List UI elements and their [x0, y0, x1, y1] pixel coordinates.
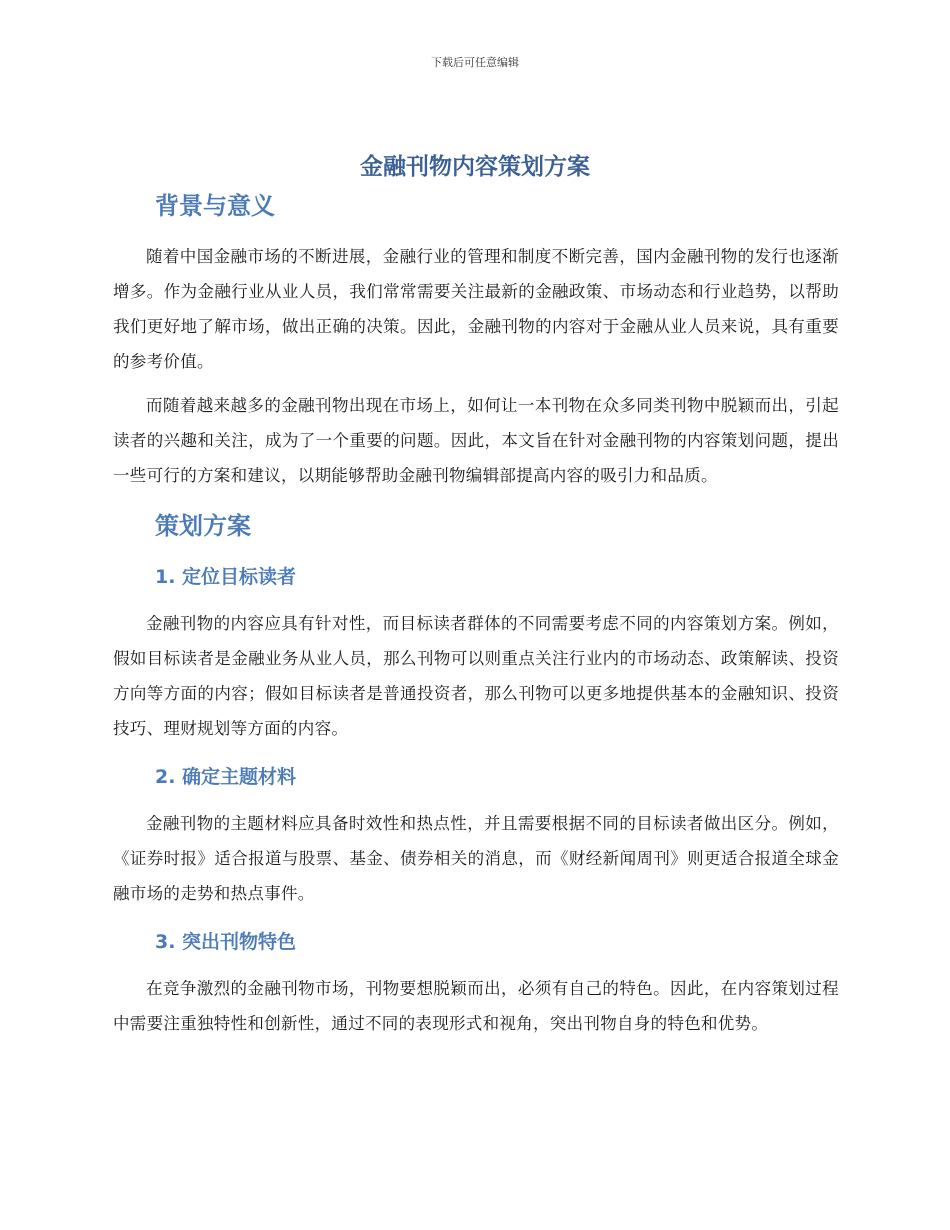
- document-title: 金融刊物内容策划方案: [360, 154, 590, 180]
- paragraph: 而随着越来越多的金融刊物出现在市场上，如何让一本刊物在众多同类刊物中脱颖而出，引起读者的兴趣和关注，成为了一个重要的问题。因此，本文旨在针对金融刊物的内容策划问题，提出一些可行的方案和建议，以期能够帮助金融刊物编辑部提高内容的吸引力和品质。: [113, 396, 839, 485]
- paragraph: 随着中国金融市场的不断进展，金融行业的管理和制度不断完善，国内金融刊物的发行也逐渐增多。作为金融行业从业人员，我们常常需要关注最新的金融政策、市场动态和行业趋势，以帮助我们更好地了解市场，做出正确的决策。因此，金融刊物的内容对于金融从业人员来说，具有重要的参考价值。: [113, 247, 839, 371]
- section-heading-plan: 策划方案: [155, 512, 251, 540]
- header-note: 下载后可任意编辑: [431, 56, 519, 69]
- subsection-heading-highlight-features: 3. 突出刊物特色: [155, 931, 297, 953]
- subsection-heading-target-readers: 1. 定位目标读者: [155, 566, 297, 588]
- paragraph: 金融刊物的内容应具有针对性，而目标读者群体的不同需要考虑不同的内容策划方案。例如，假如目标读者是金融业务从业人员，那么刊物可以则重点关注行业内的市场动态、政策解读、投资方向等方面的内容；假如目标读者是普通投资者，那么刊物可以更多地提供基本的金融知识、投资技巧、理财规划等方面的内容。: [113, 614, 839, 738]
- paragraph: 在竞争激烈的金融刊物市场，刊物要想脱颖而出，必须有自己的特色。因此，在内容策划过程中需要注重独特性和创新性，通过不同的表现形式和视角，突出刊物自身的特色和优势。: [113, 979, 839, 1033]
- section-heading-background: 背景与意义: [155, 192, 275, 220]
- paragraph: 金融刊物的主题材料应具备时效性和热点性，并且需要根据不同的目标读者做出区分。例如，《证券时报》适合报道与股票、基金、债券相关的消息，而《财经新闻周刊》则更适合报道全球金融市场的走势和热点事件。: [113, 814, 839, 903]
- subsection-heading-topic-material: 2. 确定主题材料: [155, 766, 297, 788]
- document-body: [113, 186, 839, 1041]
